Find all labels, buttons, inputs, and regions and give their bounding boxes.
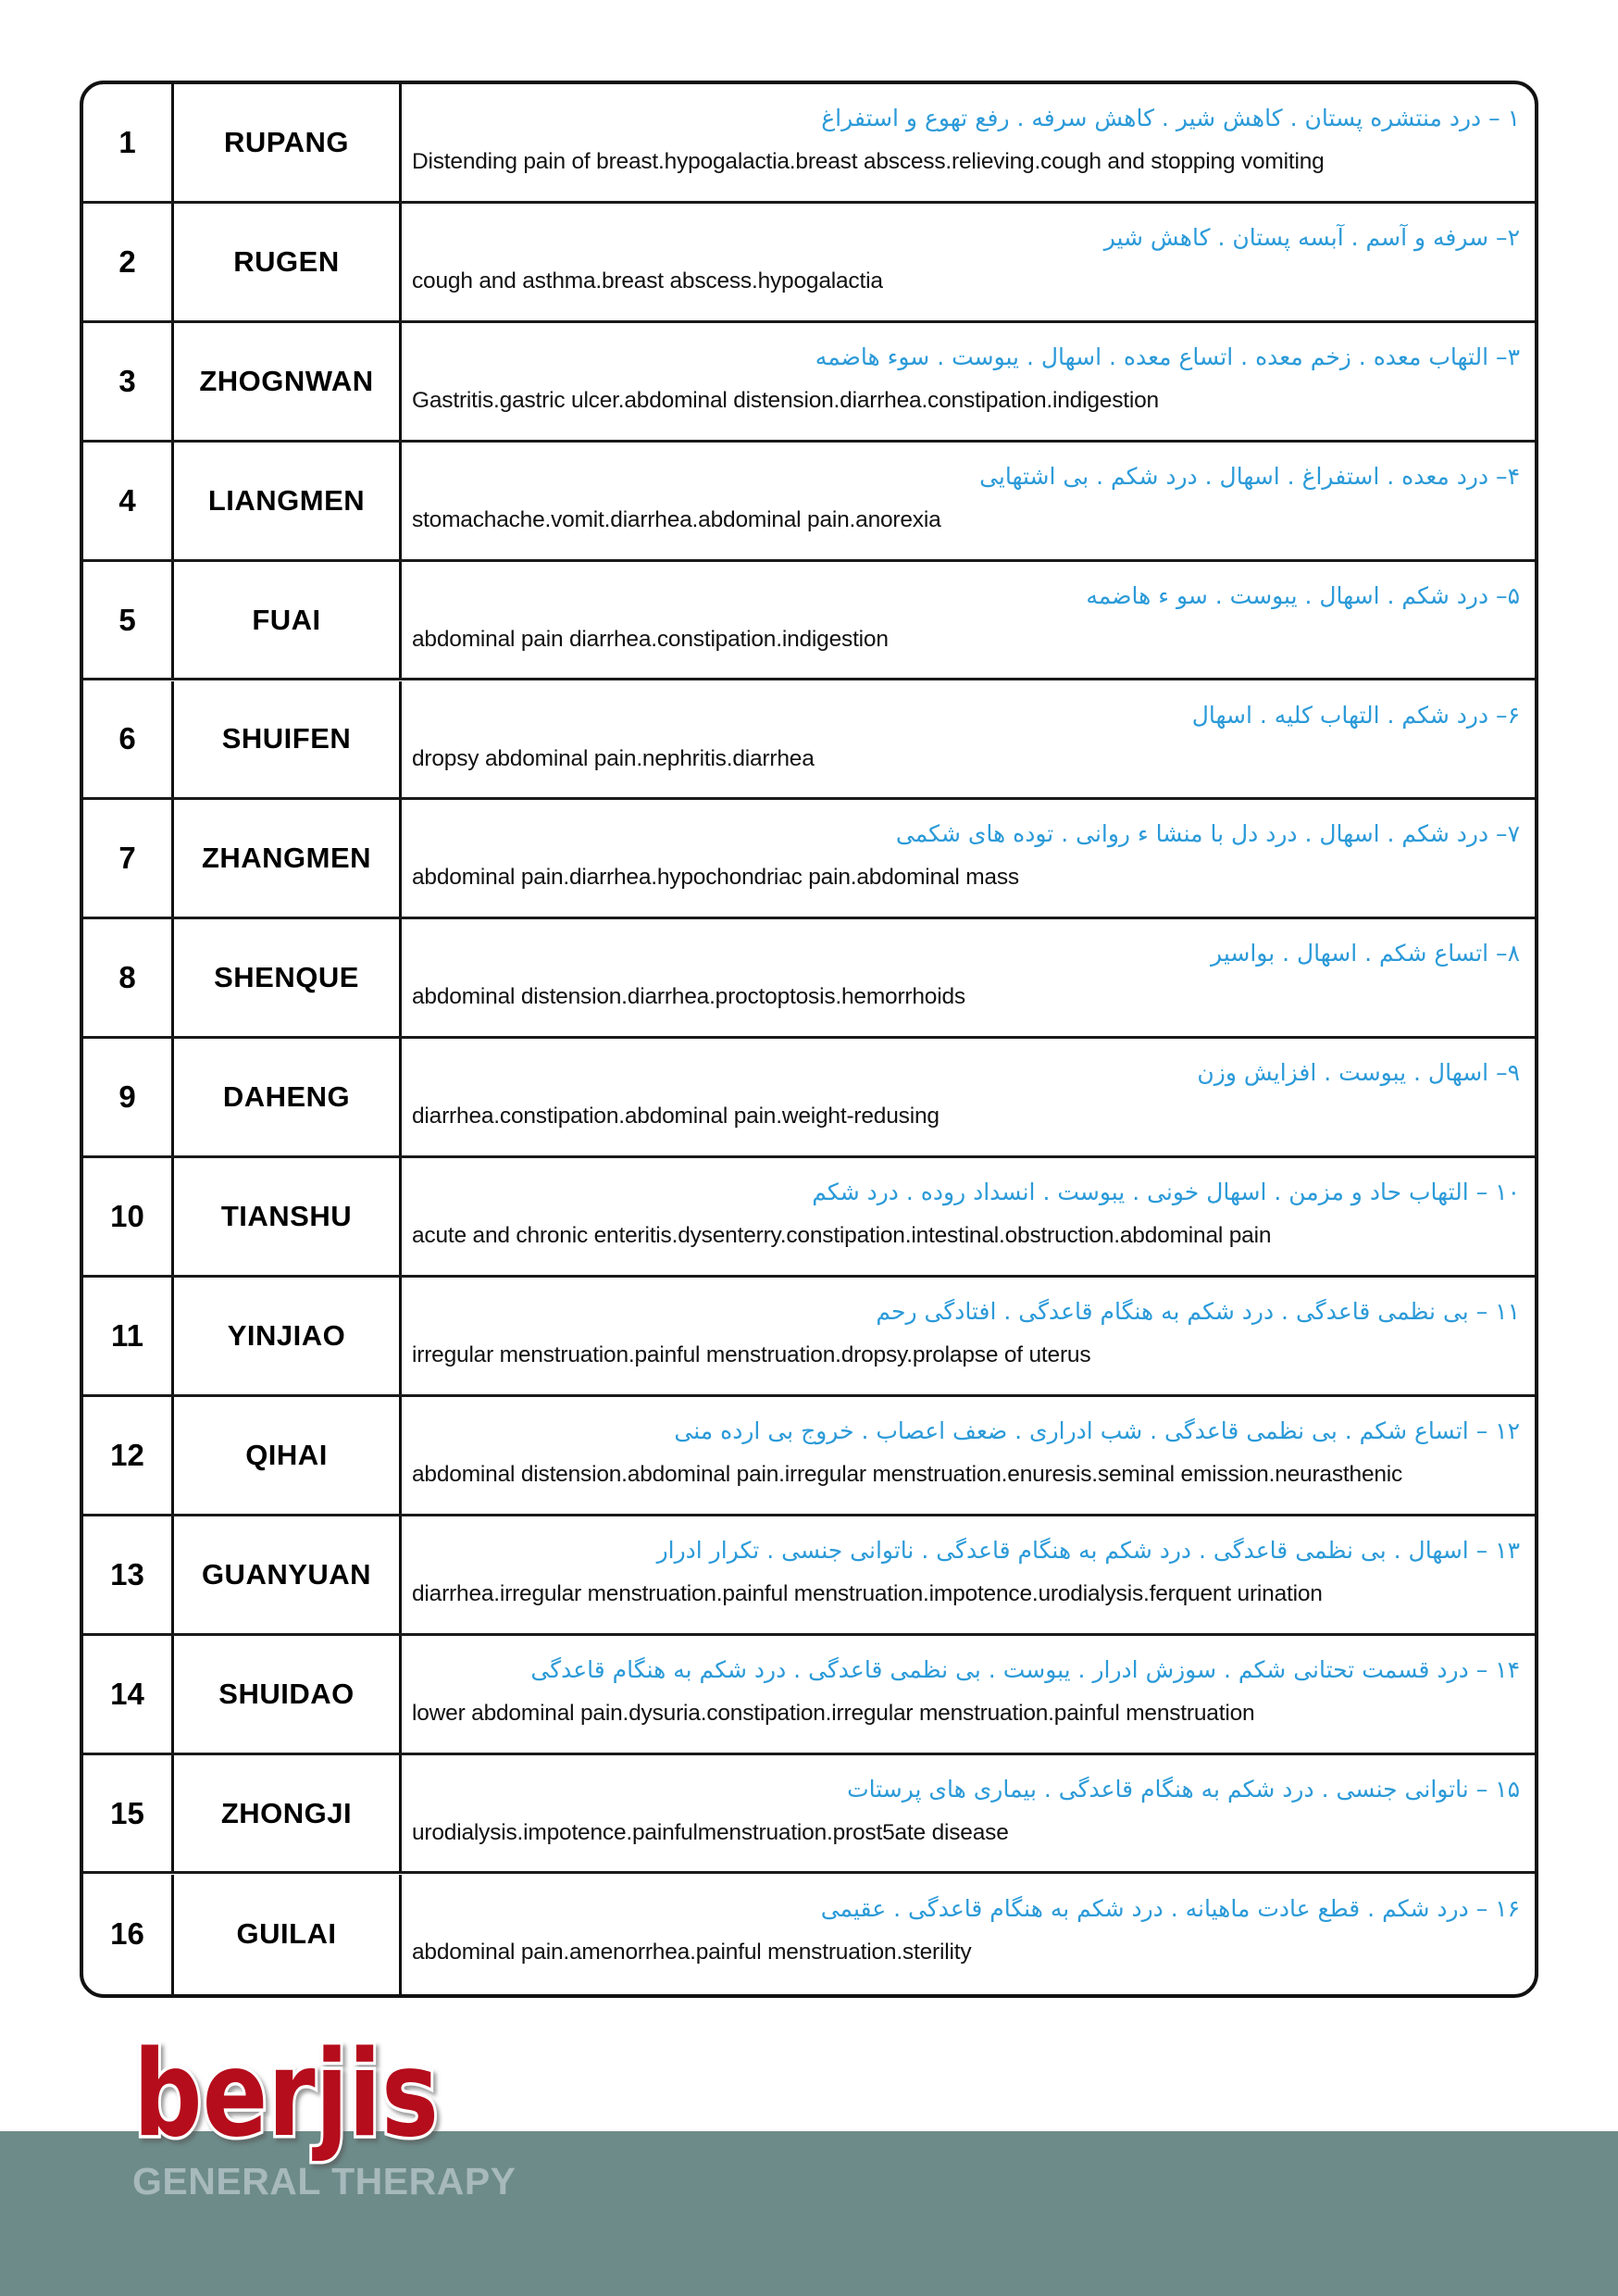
- row-number: 16: [83, 1875, 174, 1995]
- point-name: SHUIDAO: [174, 1636, 402, 1753]
- description-cell: [402, 1039, 1535, 1155]
- point-name: TIANSHU: [174, 1158, 402, 1275]
- points-table: [80, 81, 1538, 1998]
- description-cell: [402, 443, 1535, 559]
- table-row: [83, 1755, 1535, 1875]
- footer-tagline: GENERAL THERAPY: [132, 2160, 517, 2202]
- row-number: 1: [83, 84, 174, 201]
- point-name: DAHENG: [174, 1039, 402, 1155]
- point-name: ZHANGMEN: [174, 800, 402, 917]
- persian-description: ۷– درد شکم . اسهال . درد دل با منشا ء روانی . توده های شکمی: [895, 820, 1520, 848]
- persian-description: ۳– التهاب معده . زخم معده . اتساع معده . اسهال . یبوست . سوء هاضمه: [815, 343, 1520, 370]
- description-cell: [402, 1755, 1535, 1872]
- row-number: 10: [83, 1158, 174, 1275]
- persian-description: ۶– درد شکم . التهاب کلیه . اسهال: [1191, 701, 1520, 729]
- row-number: 2: [83, 204, 174, 320]
- point-name: GUILAI: [174, 1875, 402, 1995]
- point-name: QIHAI: [174, 1397, 402, 1514]
- persian-description: ۱۴ – درد قسمت تحتانی شکم . سوزش ادرار . یبوست . بی نظمی قاعدگی . درد شکم به هنگام قاعدگی: [530, 1655, 1520, 1683]
- description-cell: [402, 1636, 1535, 1753]
- english-description: dropsy abdominal pain.nephritis.diarrhea: [412, 745, 815, 771]
- table-row: [83, 204, 1535, 323]
- english-description: stomachache.vomit.diarrhea.abdominal pain.anorexia: [412, 506, 941, 532]
- persian-description: ۲– سرفه و آسم . آبسه پستان . کاهش شیر: [1103, 223, 1520, 251]
- english-description: abdominal distension.diarrhea.proctoptosis.hemorrhoids: [412, 984, 965, 1010]
- description-cell: [402, 1516, 1535, 1633]
- row-number: 13: [83, 1516, 174, 1633]
- english-description: lower abdominal pain.dysuria.constipation.irregular menstruation.painful menstruation: [412, 1700, 1255, 1726]
- persian-description: ۴– درد معده . استفراغ . اسهال . درد شکم . بی اشتهایی: [979, 462, 1520, 490]
- point-name: GUANYUAN: [174, 1516, 402, 1633]
- english-description: diarrhea.constipation.abdominal pain.weight-redusing: [412, 1104, 940, 1129]
- row-number: 8: [83, 919, 174, 1036]
- description-cell: [402, 919, 1535, 1036]
- table-row: [83, 1875, 1535, 1995]
- english-description: diarrhea.irregular menstruation.painful menstruation.impotence.urodialysis.ferquent urination: [412, 1580, 1323, 1606]
- english-description: irregular menstruation.painful menstruation.dropsy.prolapse of uterus: [412, 1342, 1091, 1367]
- description-cell: [402, 1278, 1535, 1394]
- persian-description: ۱۶ – درد شکم . قطع عادت ماهیانه . درد شکم به هنگام قاعدگی . عقیمی: [820, 1894, 1520, 1922]
- persian-description: ۱۱ – بی نظمی قاعدگی . درد شکم به هنگام قاعدگی . افتادگی رحم: [876, 1298, 1520, 1325]
- description-cell: [402, 800, 1535, 917]
- english-description: abdominal pain.amenorrhea.painful menstruation.sterility: [412, 1939, 972, 1965]
- row-number: 11: [83, 1278, 174, 1394]
- point-name: ZHONGJI: [174, 1755, 402, 1872]
- row-number: 9: [83, 1039, 174, 1155]
- description-cell: [402, 1158, 1535, 1275]
- persian-description: ۱۲ – اتساع شکم . بی نظمی قاعدگی . شب ادراری . ضعف اعصاب . خروج بی ارده منی: [674, 1416, 1520, 1444]
- english-description: Gastritis.gastric ulcer.abdominal distension.diarrhea.constipation.indigestion: [412, 387, 1159, 413]
- row-number: 15: [83, 1755, 174, 1872]
- persian-description: ۵– درد شکم . اسهال . یبوست . سو ء هاضمه: [1086, 581, 1520, 609]
- table-row: [83, 919, 1535, 1039]
- english-description: abdominal pain diarrhea.constipation.indigestion: [412, 626, 889, 652]
- english-description: abdominal distension.abdominal pain.irregular menstruation.enuresis.seminal emission.neurasthenic: [412, 1461, 1403, 1487]
- persian-description: ۱۰ – التهاب حاد و مزمن . اسهال خونی . یبوست . انسداد روده . درد شکم: [812, 1179, 1520, 1206]
- english-description: acute and chronic enteritis.dysenterry.constipation.intestinal.obstruction.abdominal pain: [412, 1223, 1272, 1249]
- english-description: urodialysis.impotence.painfulmenstruation.prost5ate disease: [412, 1819, 1009, 1845]
- english-description: abdominal pain.diarrhea.hypochondriac pain.abdominal mass: [412, 865, 1019, 891]
- row-number: 12: [83, 1397, 174, 1514]
- table-row: [83, 1039, 1535, 1158]
- point-name: FUAI: [174, 562, 402, 679]
- table-row: [83, 1158, 1535, 1278]
- row-number: 5: [83, 562, 174, 679]
- table-row: [83, 84, 1535, 204]
- persian-description: ۹– اسهال . یبوست . افزایش وزن: [1197, 1059, 1520, 1087]
- row-number: 6: [83, 681, 174, 798]
- row-number: 14: [83, 1636, 174, 1753]
- table-row: [83, 323, 1535, 443]
- english-description: cough and asthma.breast abscess.hypogalactia: [412, 268, 883, 293]
- row-number: 7: [83, 800, 174, 917]
- description-cell: [402, 562, 1535, 679]
- persian-description: ۱۵ – ناتوانی جنسی . درد شکم به هنگام قاعدگی . بیماری های پرستات: [847, 1775, 1520, 1803]
- description-cell: [402, 84, 1535, 201]
- description-cell: [402, 681, 1535, 798]
- table-row: [83, 1516, 1535, 1636]
- table-row: [83, 443, 1535, 562]
- table-row: [83, 562, 1535, 681]
- table-row: [83, 800, 1535, 919]
- point-name: LIANGMEN: [174, 443, 402, 559]
- point-name: ZHOGNWAN: [174, 323, 402, 440]
- english-description: Distending pain of breast.hypogalactia.breast abscess.relieving.cough and stopping vomiting: [412, 149, 1325, 174]
- persian-description: ۸– اتساع شکم . اسهال . بواسیر: [1211, 940, 1520, 967]
- point-name: RUPANG: [174, 84, 402, 201]
- table-row: [83, 1636, 1535, 1755]
- point-name: SHUIFEN: [174, 681, 402, 798]
- row-number: 3: [83, 323, 174, 440]
- description-cell: [402, 1875, 1535, 1995]
- description-cell: [402, 323, 1535, 440]
- table-row: [83, 1278, 1535, 1397]
- point-name: RUGEN: [174, 204, 402, 320]
- persian-description: ۱۳ – اسهال . بی نظمی قاعدگی . درد شکم به هنگام قاعدگی . ناتوانی جنسی . تکرار ادرار: [656, 1536, 1520, 1564]
- berjis-logo: [130, 2026, 463, 2165]
- description-cell: [402, 1397, 1535, 1514]
- description-cell: [402, 204, 1535, 320]
- table-row: [83, 681, 1535, 801]
- point-name: YINJIAO: [174, 1278, 402, 1394]
- svg-text:berjis: berjis: [133, 2026, 439, 2164]
- table-row: [83, 1397, 1535, 1516]
- row-number: 4: [83, 443, 174, 559]
- persian-description: ۱ – درد منتشره پستان . کاهش شیر . کاهش سرفه . رفع تهوع و استفراغ: [821, 105, 1520, 131]
- point-name: SHENQUE: [174, 919, 402, 1036]
